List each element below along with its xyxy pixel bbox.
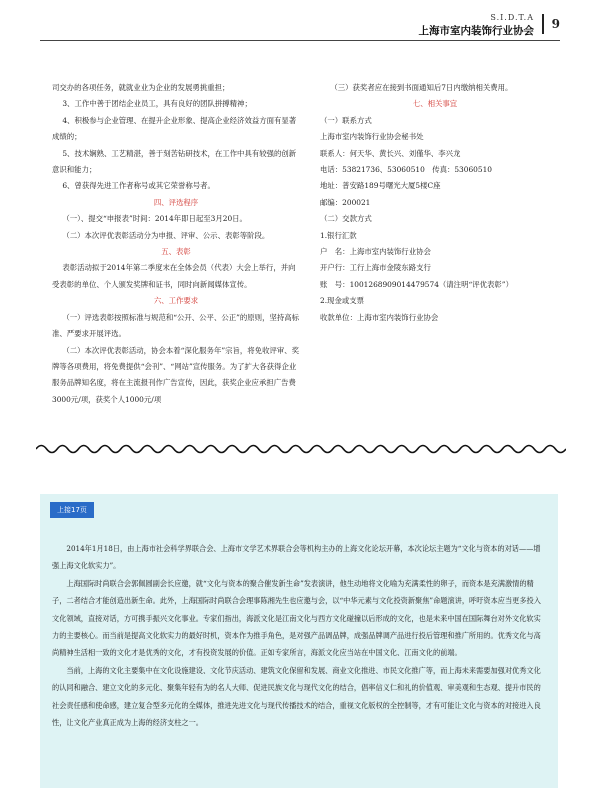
page-number: 9 — [551, 17, 560, 31]
info-line: 地址：普安路189号曙光大厦5楼C座 — [320, 181, 441, 191]
continuation-tag: 上接17页 — [50, 502, 94, 518]
header-english-title: S.I.D.T.A — [490, 13, 534, 22]
right-column — [320, 80, 550, 326]
info-line: 1.银行汇款 — [320, 230, 357, 240]
info-line: 2.现金或支票 — [320, 296, 365, 306]
section-heading: 六、工作要求 — [153, 296, 199, 306]
info-line: （二）交款方式 — [320, 214, 372, 224]
info-line: 邮编：200021 — [320, 197, 371, 207]
left-column — [52, 80, 300, 408]
info-line: 收款单位：上海市室内装饰行业协会 — [320, 312, 439, 322]
header-rule — [40, 40, 560, 41]
paragraph: （一）、提交“申报表”时间：2014年即日起至3月20日。 — [62, 214, 247, 224]
info-line: 户 名：上海市室内装饰行业协会 — [320, 247, 431, 257]
info-line: （一）联系方式 — [320, 115, 372, 125]
paragraph: （三）获奖者应在接到书面通知后7日内缴纳相关费用。 — [330, 83, 513, 92]
info-line: 开户行：工行上海市金陵东路支行 — [320, 263, 431, 273]
paragraph: 司交办的各项任务，就就业业为企业的发展勇挑重担； — [52, 83, 230, 92]
paragraph: 表彰活动拟于2014年第二季度末在全体会员（代表）大会上举行，并向受表彰的单位、个人颁发奖牌和证书，同时向新闻媒体宣传。 — [52, 263, 296, 289]
header-separator — [542, 14, 544, 34]
header-chinese-title: 上海市室内装饰行业协会 — [418, 25, 534, 37]
info-line: 联系人：何天华、黄长兴、刘僅华、李兴龙 — [320, 148, 461, 158]
article-paragraph: 当前，上海的文化主要集中在文化设施建设、文化节庆活动、建筑文化保留和发展、商业文化推进、市民文化推广等，而上海未来需要加强对优秀文化的认同和融合、建立文化的多元化、聚集年轻有为的名人大师、促进民族文化与现代文化的结合，倡率信义仁和礼的价值观、审美观和生态观、提升市民的社会责任感和使命感，建立复合型多元化的全媒体，推进先进文化与现代传播技术的结合，重视文化版权的全控制等，才有可能让文化与资本的对接进入良性，让文化产业真正成为上海的经济支柱之一。 — [52, 665, 541, 728]
paragraph: 4、积极参与企业管理、在提升企业形象、提高企业经济效益方面有显著成绩的； — [52, 115, 297, 142]
paragraph: 6、曾获得先进工作者称号或其它荣誉称号者。 — [62, 181, 215, 191]
article-paragraph: 2014年1月18日，由上海市社会科学界联合会、上海市文学艺术界联合会等机构主办的上海文化论坛开幕，本次论坛主题为“文化与资本的对话——增强上海文化软实力”。 — [52, 544, 541, 571]
paragraph: 5、技术娴熟、工艺精湛，善于刻苦钻研技术，在工作中具有较强的创新意识和能力； — [52, 148, 297, 175]
continuation-text — [52, 540, 546, 731]
section-heading: 四、评选程序 — [153, 197, 199, 207]
info-line: 上海市室内装饰行业协会秘书处 — [320, 132, 424, 142]
continuation-box — [40, 494, 558, 788]
wavy-divider — [36, 442, 566, 456]
paragraph: （二）本次评优表彰活动分为申报、评审、公示、表彰等阶段。 — [62, 230, 270, 240]
paragraph: （一）评选表彰按照标准与规范和“公开、公平、公正”的原则，坚持高标准、严要求开展评选。 — [52, 312, 300, 339]
paragraph: 3、工作中善于团结企业员工，具有良好的团队拼搏精神； — [62, 99, 252, 109]
info-line: 电话：53821736、53060510 传真：53060510 — [320, 165, 492, 175]
paragraph: （二）本次评优表彰活动，协会本着“深化服务年”宗旨，将免收评审、奖牌等各项费用，将免费提供“会刊”、“网站”宣传服务。为了扩大各获得企业服务品牌知名度，将在主流报刊作广告宣传，因此，获奖企业应承担广告费3000元/项，获奖个人1000元/项 — [52, 345, 300, 404]
article-paragraph: 上海国际时尚联合会郭佩圆副会长应邀，就“文化与资本的聚合催发新生命”发表演讲，他生动地将文化喻为充满柔性的卵子，而资本是充满激情的精子，二者结合才能创造出新生命。此外，上海国际时尚联合会理事陈湘先生也应邀与会，以“中华元素与文化投资新聚焦”命题演讲，呼吁资本应当更多投入文化领域，直接对话，方可携手振兴文化事业。专家们指出，海派文化是江南文化与西方文化碰撞以后形成的文化，也是未来中国在国际舞台对外文化软实力的主要核心。而当前是提高文化软实力的最好时机，资本作为推手角色，是对强产品调品牌，成强品牌调产品进行投后管理和推广所用的。优秀文化与高尚精神生活相一致的文化才是优秀的文化，才有投资发展的价值。正如专家所言，海派文化应当站在中国文化、江南文化的前端。 — [52, 578, 541, 658]
section-heading: 五、表彰 — [161, 247, 191, 257]
info-line: 账 号：1001268909014479574（请注明“评优表彰”） — [320, 279, 513, 289]
section-heading: 七、相关事宜 — [412, 99, 458, 109]
